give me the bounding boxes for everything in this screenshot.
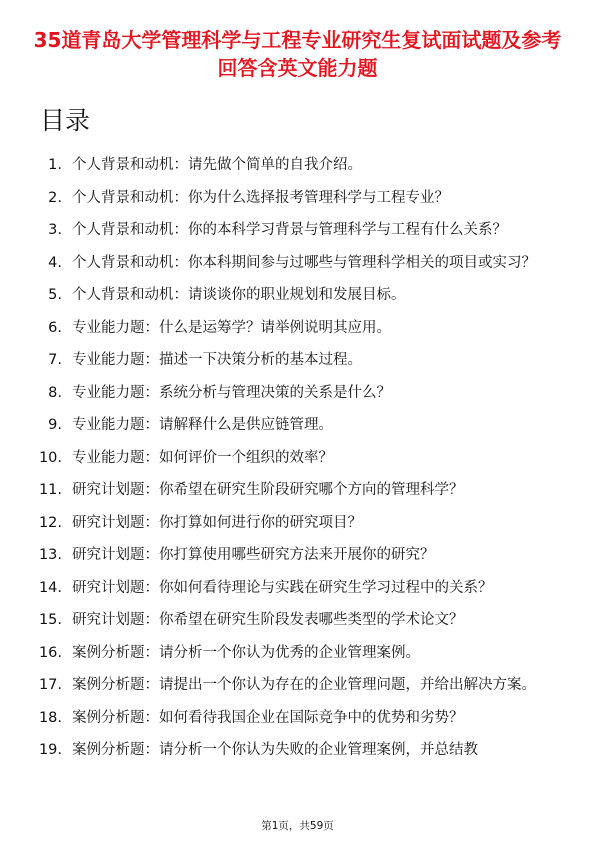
toc-item-14[interactable] xyxy=(36,578,566,599)
toc-item-number: 5. xyxy=(48,287,62,303)
toc-item-number: 11. xyxy=(38,482,62,498)
toc-item-number: 13. xyxy=(38,547,62,563)
toc-item-text: 专业能力题：请解释什么是供应链管理。 xyxy=(72,417,333,433)
toc-item-number: 18. xyxy=(38,709,62,726)
toc-item-6[interactable] xyxy=(36,318,566,339)
toc-item-number: 12. xyxy=(38,514,62,531)
toc-item-text: 专业能力题：如何评价一个组织的效率？ xyxy=(72,449,333,466)
toc-item-15[interactable] xyxy=(36,610,566,631)
toc-item-19[interactable] xyxy=(36,740,566,761)
toc-item-number: 7. xyxy=(48,352,62,368)
toc-item-number: 17. xyxy=(38,677,62,693)
toc-item-number: 3. xyxy=(48,222,62,238)
toc-item-number: 4. xyxy=(48,254,62,271)
toc-item-number: 16. xyxy=(38,644,62,661)
toc-heading: 目录 xyxy=(40,106,91,135)
toc-item-text: 专业能力题：描述一下决策分析的基本过程。 xyxy=(72,352,362,368)
toc-item-number: 6. xyxy=(48,319,62,336)
toc-item-text: 案例分析题：如何看待我国企业在国际竞争中的优势和劣势？ xyxy=(72,709,464,726)
toc-item-11[interactable] xyxy=(36,480,566,501)
toc-item-text: 案例分析题：请分析一个你认为失败的企业管理案例，并总结教 xyxy=(72,742,478,758)
toc-item-text: 个人背景和动机：请谈谈你的职业规划和发展目标。 xyxy=(72,287,406,303)
toc-item-number: 10. xyxy=(38,449,62,466)
toc-item-number: 9. xyxy=(48,417,62,433)
toc-item-text: 个人背景和动机：你为什么选择报考管理科学与工程专业？ xyxy=(72,189,449,206)
toc-item-text: 专业能力题：什么是运筹学？请举例说明其应用。 xyxy=(72,319,391,336)
toc-item-text: 研究计划题：你打算如何进行你的研究项目？ xyxy=(72,514,362,531)
toc-item-4[interactable] xyxy=(36,253,566,274)
toc-item-16[interactable] xyxy=(36,643,566,664)
toc-item-text: 专业能力题：系统分析与管理决策的关系是什么？ xyxy=(72,384,391,401)
toc-item-9[interactable] xyxy=(36,415,566,436)
toc-item-12[interactable] xyxy=(36,513,566,534)
toc-item-number: 15. xyxy=(38,612,62,628)
toc-item-1[interactable] xyxy=(36,155,566,176)
toc-item-number: 2. xyxy=(48,189,62,206)
toc-item-5[interactable] xyxy=(36,285,566,306)
document-title: 35道青岛大学管理科学与工程专业研究生复试面试题及参考回答含英文能力题 xyxy=(33,28,562,80)
table-of-contents xyxy=(36,155,566,773)
toc-item-number: 1. xyxy=(48,157,62,173)
toc-item-text: 个人背景和动机：你的本科学习背景与管理科学与工程有什么关系？ xyxy=(72,222,507,238)
toc-item-text: 个人背景和动机：请先做个简单的自我介绍。 xyxy=(72,157,362,173)
toc-item-number: 19. xyxy=(38,742,62,758)
toc-item-text: 研究计划题：你希望在研究生阶段发表哪些类型的学术论文？ xyxy=(72,612,464,628)
toc-item-2[interactable] xyxy=(36,188,566,209)
toc-item-8[interactable] xyxy=(36,383,566,404)
toc-item-text: 研究计划题：你打算使用哪些研究方法来开展你的研究？ xyxy=(72,547,435,563)
page-footer: 第1页，共59页 xyxy=(261,820,334,832)
toc-item-17[interactable] xyxy=(36,675,566,696)
toc-item-text: 案例分析题：请提出一个你认为存在的企业管理问题，并给出解决方案。 xyxy=(72,677,536,693)
toc-item-7[interactable] xyxy=(36,350,566,371)
toc-item-3[interactable] xyxy=(36,220,566,241)
toc-item-text: 个人背景和动机：你本科期间参与过哪些与管理科学相关的项目或实习？ xyxy=(72,254,536,271)
toc-item-13[interactable] xyxy=(36,545,566,566)
toc-item-10[interactable] xyxy=(36,448,566,469)
toc-item-18[interactable] xyxy=(36,708,566,729)
toc-item-number: 8. xyxy=(48,384,62,401)
toc-item-number: 14. xyxy=(38,579,62,596)
toc-item-text: 案例分析题：请分析一个你认为优秀的企业管理案例。 xyxy=(72,644,420,661)
toc-item-text: 研究计划题：你如何看待理论与实践在研究生学习过程中的关系？ xyxy=(72,579,493,596)
toc-item-text: 研究计划题：你希望在研究生阶段研究哪个方向的管理科学？ xyxy=(72,482,464,498)
